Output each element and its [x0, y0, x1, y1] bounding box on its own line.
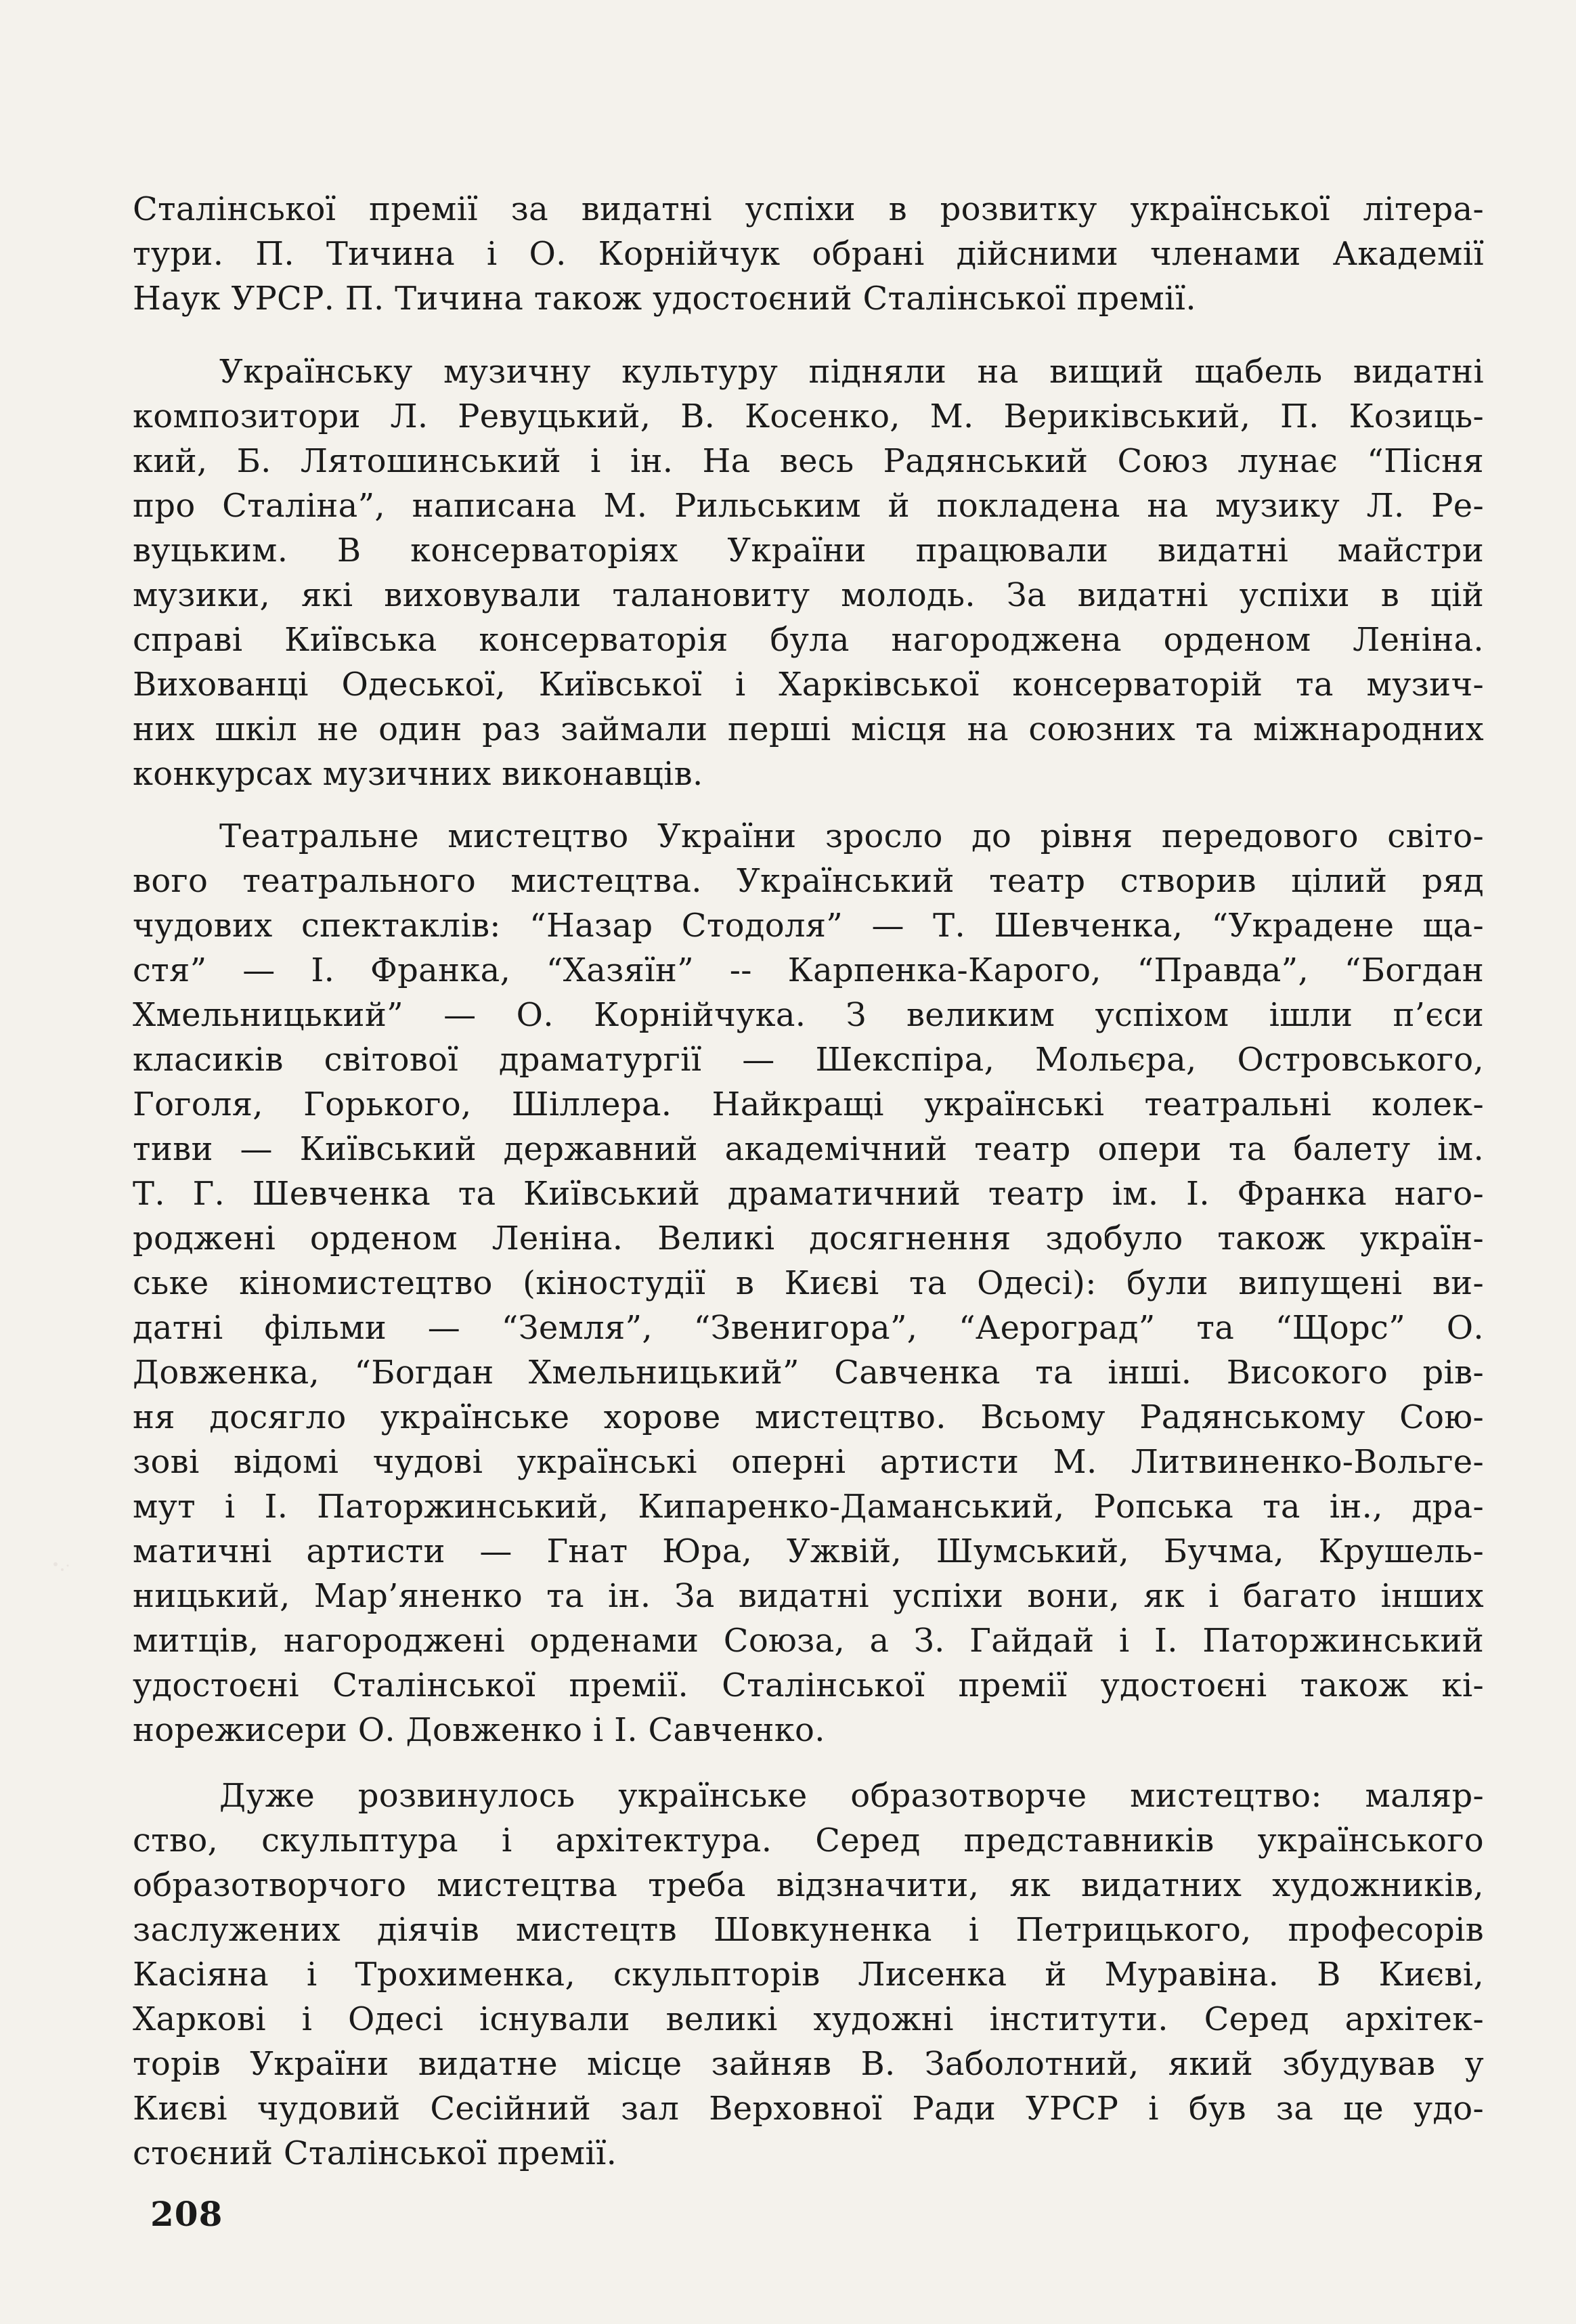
text-line: норежисери О. Довженко і І. Савченко. [133, 1711, 825, 1749]
text-line: Сталінської премії за видатні успіхи в розвитку української літера- [133, 190, 1484, 228]
text-line: заслужених діячів мистецтв Шовкуненка і Петрицького, професорів [133, 1911, 1484, 1949]
text-line: кий, Б. Лятошинський і ін. На весь Радянський Союз лунає “Пісня [133, 442, 1484, 480]
text-line: ство, скульптура і архітектура. Серед представників українського [133, 1822, 1484, 1859]
text-line: торів України видатне місце зайняв В. Заболотний, який збудував у [133, 2045, 1484, 2083]
text-line: тиви — Київський державний академічний театр опери та балету ім. [133, 1130, 1484, 1168]
text-line: конкурсах музичних виконавців. [133, 755, 703, 793]
text-line: музики, які виховували талановиту молодь. За видатні успіхи в цій [133, 576, 1484, 614]
paragraph-theatre-art [133, 814, 1484, 1752]
paragraph-fine-arts [133, 1773, 1484, 2176]
text-line: композитори Л. Ревуцький, В. Косенко, М. Вериківський, П. Козиць- [133, 397, 1484, 435]
text-line: ське кіномистецтво (кіностудії в Києві та Одесі): були випущені ви- [133, 1264, 1484, 1302]
text-line: справі Київська консерваторія була нагороджена орденом Леніна. [133, 621, 1484, 659]
text-line: зові відомі чудові українські оперні артисти М. Литвиненко-Вольге- [133, 1443, 1484, 1481]
text-line: вого театрального мистецтва. Український театр створив цілий ряд [133, 862, 1484, 900]
text-line: образотворчого мистецтва треба відзначити, як видатних художників, [133, 1866, 1484, 1904]
text-line: чудових спектаклів: “Назар Стодоля” — Т. Шевченка, “Украдене ща- [133, 907, 1484, 945]
text-line: Т. Г. Шевченка та Київський драматичний театр ім. І. Франка наго- [133, 1175, 1484, 1213]
text-line: них шкіл не один раз займали перші місця на союзних та міжнародних [133, 710, 1484, 748]
text-line: ня досягло українське хорове мистецтво. Всьому Радянському Сою- [133, 1398, 1484, 1436]
text-line: тури. П. Тичина і О. Корнійчук обрані дійсними членами Академії [133, 235, 1484, 273]
text-line: датні фільми — “Земля”, “Звенигора”, “Аероград” та “Щорс” О. [133, 1309, 1484, 1347]
text-line: Дуже розвинулось українське образотворче мистецтво: маляр- [219, 1777, 1484, 1815]
text-line: удостоєні Сталінської премії. Сталінської премії удостоєні також кі- [133, 1666, 1484, 1704]
text-line: стоєний Сталінської премії. [133, 2134, 617, 2172]
text-line: про Сталіна”, написана М. Рильським й покладена на музику Л. Ре- [133, 487, 1484, 525]
text-line: мут і І. Паторжинський, Кипаренко-Даманський, Ропська та ін., дра- [133, 1488, 1484, 1526]
text-line: стя” — І. Франка, “Хазяїн” -- Карпенка-Карого, “Правда”, “Богдан [133, 951, 1484, 989]
text-line: Українську музичну культуру підняли на вищий щабель видатні [219, 353, 1484, 391]
page-number: 208 [150, 2194, 223, 2234]
text-line: роджені орденом Леніна. Великі досягнення здобуло також україн- [133, 1220, 1484, 1257]
paragraph-stalin-prize-literature [133, 187, 1484, 321]
text-line: Вихованці Одеської, Київської і Харківської консерваторій та музич- [133, 666, 1484, 704]
text-line: митців, нагороджені орденами Союза, а З. Гайдай і І. Паторжинський [133, 1622, 1484, 1660]
text-line: вуцьким. В консерваторіях України працювали видатні майстри [133, 532, 1484, 569]
text-line: Харкові і Одесі існували великі художні інститути. Серед архітек- [133, 2000, 1484, 2038]
paragraph-music-culture [133, 349, 1484, 796]
text-line: класиків світової драматургії — Шекспіра, Мольєра, Островського, [133, 1041, 1484, 1079]
text-line: Хмельницький” — О. Корнійчука. З великим успіхом ішли п’єси [133, 996, 1484, 1034]
text-line: ницький, Мар’яненко та ін. За видатні успіхи вони, як і багато інших [133, 1577, 1484, 1615]
text-line: Довженка, “Богдан Хмельницький” Савченка та інші. Високого рів- [133, 1354, 1484, 1392]
text-line: матичні артисти — Гнат Юра, Ужвій, Шумський, Бучма, Крушель- [133, 1532, 1484, 1570]
text-line: Театральне мистецтво України зросло до рівня передового світо- [219, 817, 1484, 855]
text-line: Касіяна і Трохименка, скульпторів Лисенка й Муравіна. В Києві, [133, 1956, 1484, 1994]
text-line: Наук УРСР. П. Тичина також удостоєний Сталінської премії. [133, 280, 1196, 318]
paper-speck-mark [47, 1557, 74, 1578]
text-line: Києві чудовий Сесійний зал Верховної Ради УРСР і був за це удо- [133, 2090, 1484, 2128]
text-line: Гоголя, Горького, Шіллера. Найкращі українські театральні колек- [133, 1085, 1484, 1123]
